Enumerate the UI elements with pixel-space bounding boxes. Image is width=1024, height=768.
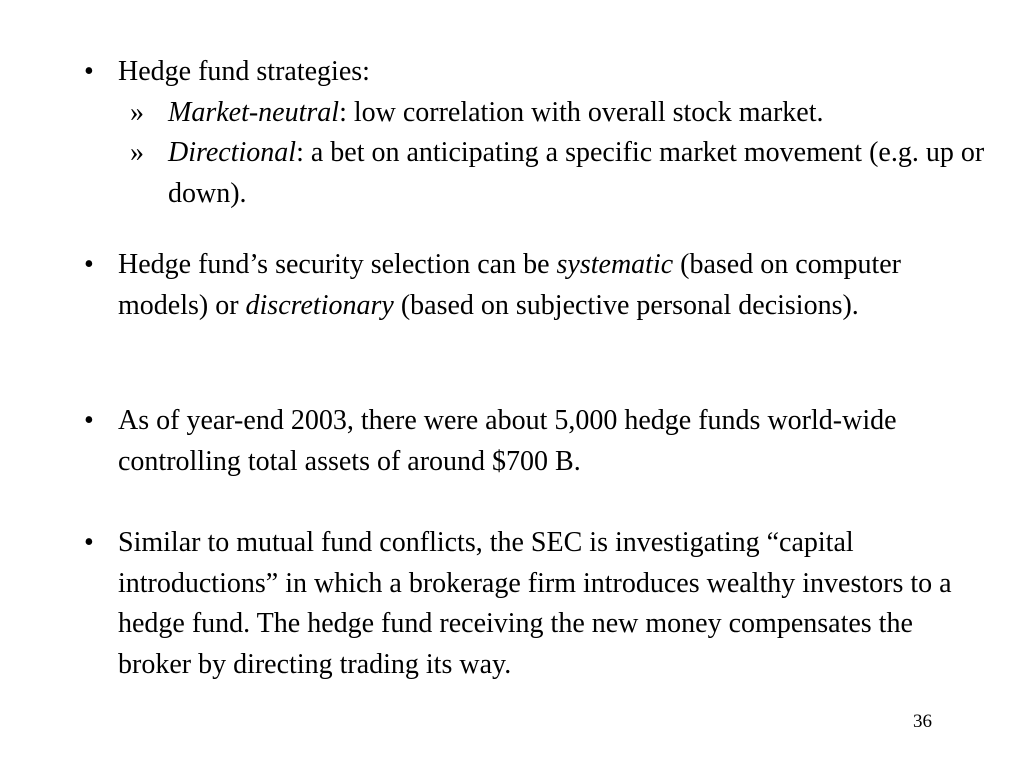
term-systematic: systematic: [556, 249, 674, 280]
bullet-text-part1: Hedge fund’s security selection can be: [118, 249, 557, 280]
sub-bullet-mark: »: [130, 137, 144, 168]
bullet-dot: •: [84, 527, 94, 558]
sub-bullet-directional: [84, 133, 989, 214]
bullet-hedge-fund-count: [84, 401, 989, 482]
term-directional: Directional: [168, 137, 297, 168]
sub-bullet-mark: »: [130, 96, 144, 128]
sub-bullet-text: : low correlation with overall stock market.: [339, 96, 824, 128]
bullet-sec-investigation: [84, 523, 989, 685]
bullet-text: As of year-end 2003, there were about 5,000 hedge funds world-wide controlling total assets of around $700 B.: [118, 405, 897, 477]
bullet-text: Hedge fund strategies:: [118, 56, 370, 87]
bullet-item: [84, 245, 989, 326]
page-number: 36: [913, 711, 932, 732]
sub-bullet-text: : a bet on anticipating a specific market movement (e.g. up or down).: [168, 137, 985, 209]
term-discretionary: discretionary: [245, 289, 394, 321]
bullet-text-part3: (based on subjective personal decisions).: [393, 289, 859, 321]
bullet-item: [84, 52, 989, 93]
bullet-text-part2: (based on computer models) or: [118, 249, 901, 321]
bullet-dot: •: [84, 405, 94, 436]
bullet-dot: •: [84, 249, 94, 280]
bullet-dot: •: [84, 56, 94, 87]
bullet-text: Similar to mutual fund conflicts, the SEC is investigating “capital introductions” in which a brokerage firm introduces wealthy investors to a hedge fund. The hedge fund receiving the new money compensates the broker by directing trading its way.: [118, 527, 952, 680]
term-market-neutral: Market-neutral: [168, 96, 340, 128]
bullet-item: [84, 523, 989, 685]
bullet-hedge-fund-strategies: [84, 52, 989, 214]
bullet-security-selection: [84, 245, 989, 326]
bullet-item: [84, 401, 989, 482]
sub-bullet-market-neutral: [84, 93, 989, 134]
